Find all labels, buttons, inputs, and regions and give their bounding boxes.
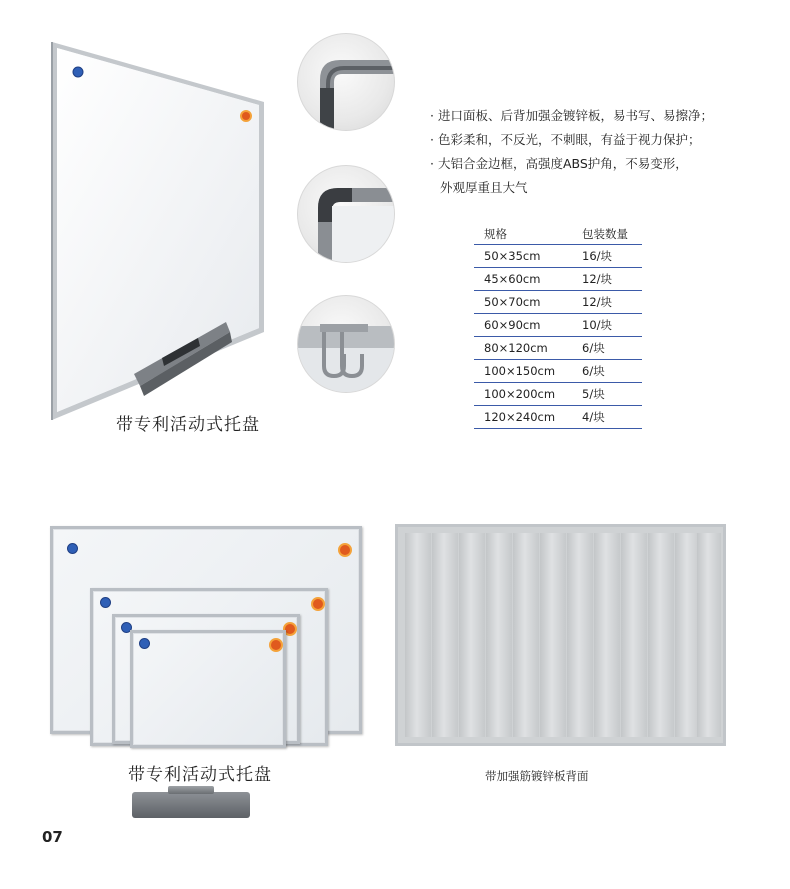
cell-size: 50×70cm (484, 295, 541, 309)
award-badge-icon (338, 543, 352, 557)
cell-quantity: 16/块 (582, 249, 613, 263)
hook-detail-image (297, 295, 395, 393)
brand-logo-icon (139, 638, 150, 649)
cell-size: 100×200cm (484, 387, 556, 401)
cell-quantity: 10/块 (582, 318, 613, 332)
header-size: 规格 (484, 227, 507, 241)
cell-quantity: 6/块 (582, 364, 605, 378)
nested-whiteboards-image (50, 526, 362, 734)
cell-size: 100×150cm (484, 364, 556, 378)
header-quantity: 包装数量 (582, 227, 628, 241)
feature-list (430, 104, 760, 200)
cell-size: 60×90cm (484, 318, 541, 332)
table-row (474, 336, 642, 359)
award-badge-icon (241, 111, 251, 121)
table-row (474, 313, 642, 336)
table-row (474, 244, 642, 267)
cell-quantity: 4/块 (582, 410, 605, 424)
cell-size: 45×60cm (484, 272, 541, 286)
feature-item-continuation: 外观厚重且大气 (440, 180, 528, 195)
feature-item: · 大铝合金边框，高强度ABS护角，不易变形， (430, 156, 688, 171)
corner-detail-image-2 (297, 165, 395, 263)
tray-image (132, 792, 250, 818)
brand-logo-icon (67, 543, 78, 554)
cell-size: 120×240cm (484, 410, 556, 424)
brand-logo-icon (73, 67, 83, 77)
brand-logo-icon (100, 597, 111, 608)
feature-item: · 进口面板、后背加强金镀锌板，易书写、易擦净； (430, 108, 713, 123)
award-badge-icon (269, 638, 283, 652)
caption-tray-top: 带专利活动式托盘 (116, 415, 260, 435)
cell-size: 50×35cm (484, 249, 541, 263)
table-row (474, 359, 642, 382)
caption-tray-bottom: 带专利活动式托盘 (128, 765, 272, 785)
table-row (474, 267, 642, 290)
tray-lip (168, 786, 214, 794)
cell-quantity: 6/块 (582, 341, 605, 355)
corner-detail-image-1 (297, 33, 395, 131)
cell-quantity: 12/块 (582, 272, 613, 286)
table-row (474, 405, 642, 429)
table-row (474, 382, 642, 405)
award-badge-icon (311, 597, 325, 611)
spec-table (474, 224, 642, 429)
cell-quantity: 12/块 (582, 295, 613, 309)
spec-table-header (474, 224, 642, 244)
angled-whiteboard-image (50, 40, 272, 420)
table-row (474, 290, 642, 313)
whiteboard-smallest (130, 630, 286, 748)
back-panel-image (395, 524, 726, 746)
caption-back-panel: 带加强筋镀锌板背面 (485, 769, 589, 783)
cell-size: 80×120cm (484, 341, 548, 355)
feature-item: · 色彩柔和，不反光，不刺眼，有益于视力保护； (430, 132, 701, 147)
page-number: 07 (42, 828, 63, 846)
cell-quantity: 5/块 (582, 387, 605, 401)
